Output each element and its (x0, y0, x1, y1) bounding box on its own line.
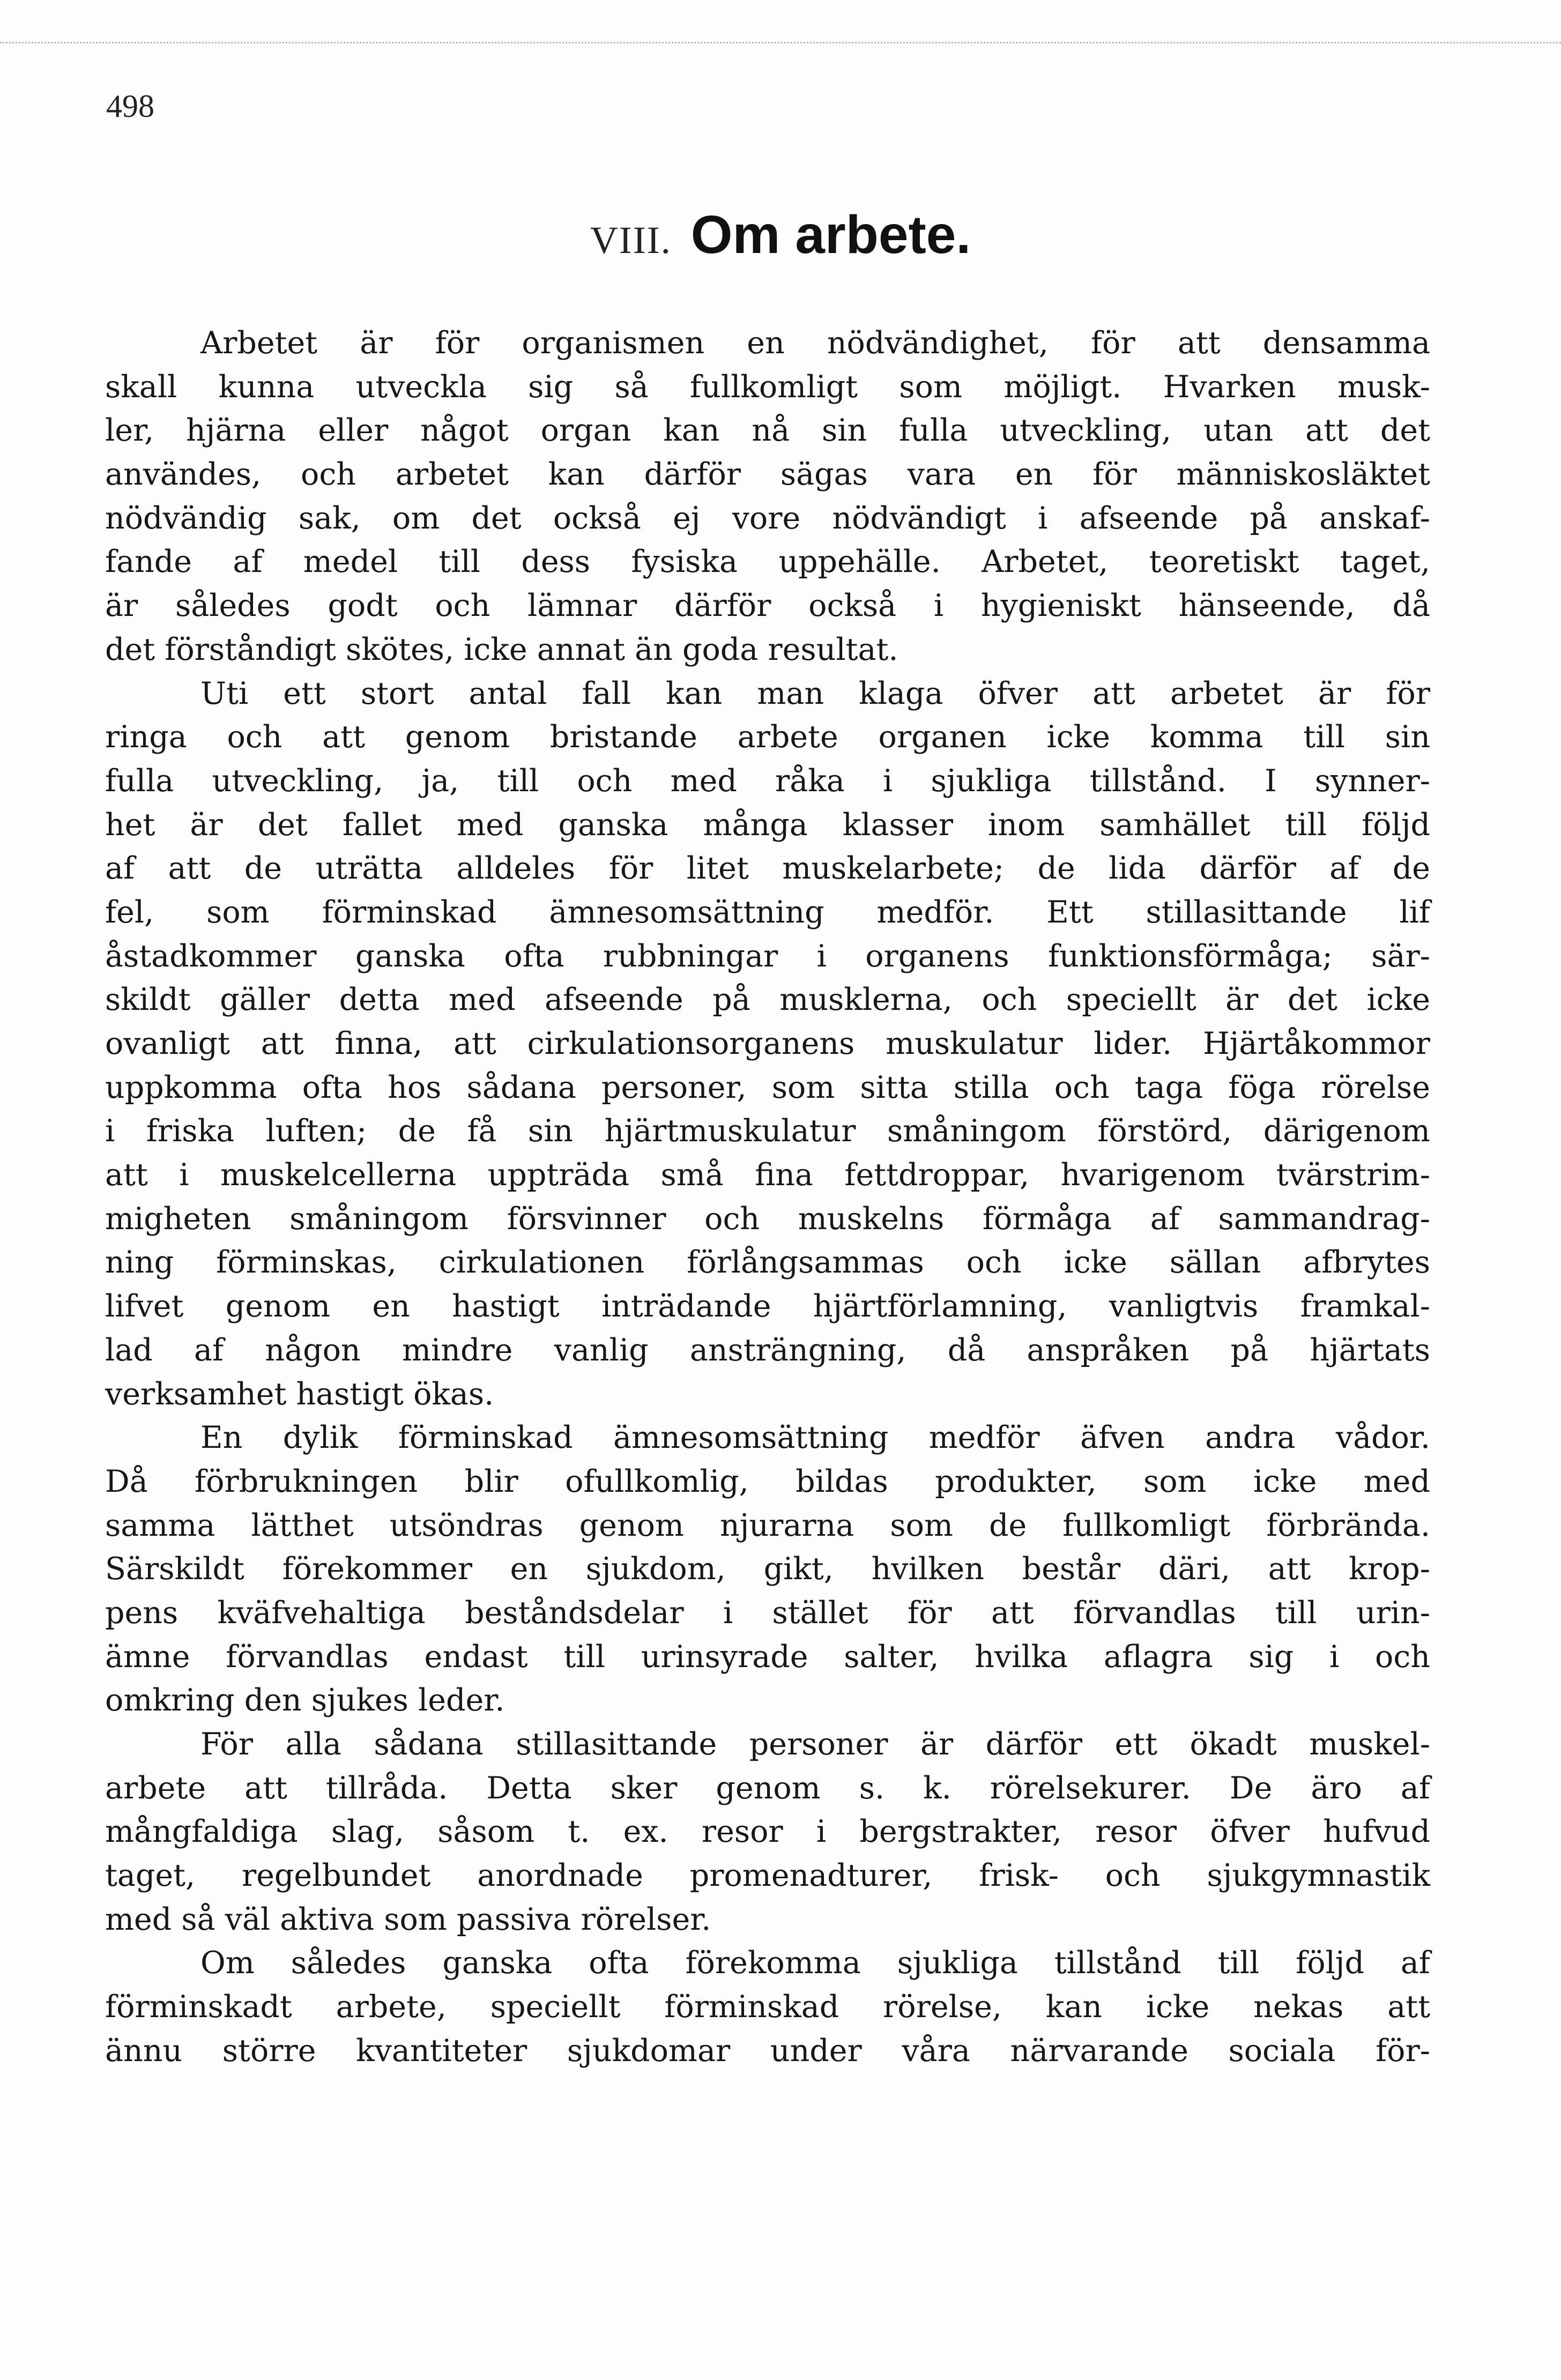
text-line: Uti ett stort antal fall kan man klaga öfver att arbetet är för (200, 675, 1430, 711)
text-line: pens kväfvehaltiga beståndsdelar i stället för att förvandlas till urin- (105, 1595, 1430, 1631)
text-line: För alla sådana stillasittande personer är därför ett ökadt muskel- (200, 1727, 1430, 1762)
text-line: Om således ganska ofta förekomma sjukliga tillstånd till följd af (200, 1945, 1430, 1981)
paragraph (105, 672, 1430, 1417)
text-line: åstadkommer ganska ofta rubbningar i organens funktionsförmåga; sär- (105, 938, 1430, 974)
text-line: mångfaldiga slag, såsom t. ex. resor i bergstrakter, resor öfver hufvud (105, 1814, 1430, 1850)
chapter-number: VIII. (590, 219, 672, 262)
text-line: fel, som förminskad ämnesomsättning medför. Ett stillasittande lif (105, 894, 1430, 930)
text-line: förminskadt arbete, speciellt förminskad rörelse, kan icke nekas att (105, 1989, 1430, 2025)
text-line: ler, hjärna eller något organ kan nå sin fulla utveckling, utan att det (105, 413, 1430, 449)
paragraph (105, 1416, 1430, 1723)
text-line: het är det fallet med ganska många klasser inom samhället till följd (105, 807, 1430, 843)
page-number: 498 (106, 88, 154, 124)
text-line: taget, regelbundet anordnade promenadturer, frisk- och sjukgymnastik (105, 1858, 1430, 1894)
text-line: ännu större kvantiteter sjukdomar under våra närvarande sociala för- (105, 2033, 1430, 2069)
text-line: fande af medel till dess fysiska uppehälle. Arbetet, teoretiskt taget, (105, 544, 1430, 580)
chapter-heading (0, 205, 1561, 265)
text-line: med så väl aktiva som passiva rörelser. (105, 1901, 711, 1937)
body-text (105, 322, 1430, 2073)
text-line: i friska luften; de få sin hjärtmuskulatur småningom förstörd, därigenom (105, 1113, 1430, 1149)
text-line: af att de uträtta alldeles för litet muskelarbete; de lida därför af de (105, 851, 1430, 887)
text-line: ning förminskas, cirkulationen förlångsammas och icke sällan afbrytes (105, 1245, 1430, 1281)
text-line: nödvändig sak, om det också ej vore nödvändigt i afseende på anskaf- (105, 500, 1430, 536)
text-line: samma lätthet utsöndras genom njurarna som de fullkomligt förbrända. (105, 1507, 1430, 1543)
paragraph (105, 1942, 1430, 2073)
chapter-title: Om arbete. (690, 205, 971, 265)
text-line: ringa och att genom bristande arbete organen icke komma till sin (105, 719, 1430, 755)
text-line: uppkomma ofta hos sådana personer, som sitta stilla och taga föga rörelse (105, 1069, 1430, 1105)
text-line: skall kunna utveckla sig så fullkomligt som möjligt. Hvarken musk- (105, 369, 1430, 405)
text-line: är således godt och lämnar därför också i hygieniskt hänseende, då (105, 588, 1430, 624)
text-line: skildt gäller detta med afseende på musklerna, och speciellt är det icke (105, 982, 1430, 1018)
text-line: Särskildt förekommer en sjukdom, gikt, hvilken består däri, att krop- (105, 1551, 1430, 1587)
text-line: migheten småningom försvinner och muskelns förmåga af sammandrag- (105, 1201, 1430, 1237)
text-line: det förståndigt skötes, icke annat än goda resultat. (105, 631, 898, 667)
text-line: Arbetet är för organismen en nödvändighet, för att densamma (200, 325, 1430, 361)
text-line: arbete att tillråda. Detta sker genom s. k. rörelsekurer. De äro af (105, 1770, 1430, 1806)
text-line: Då förbrukningen blir ofullkomlig, bildas produkter, som icke med (105, 1463, 1430, 1499)
paragraph (105, 1723, 1430, 1942)
text-line: ämne förvandlas endast till urinsyrade salter, hvilka aflagra sig i och (105, 1639, 1430, 1675)
text-line: användes, och arbetet kan därför sägas vara en för människosläktet (105, 457, 1430, 493)
text-line: lifvet genom en hastigt inträdande hjärtförlamning, vanligtvis framkal- (105, 1289, 1430, 1325)
text-line: lad af någon mindre vanlig ansträngning, då anspråken på hjärtats (105, 1332, 1430, 1368)
text-line: att i muskelcellerna uppträda små fina fettdroppar, hvarigenom tvärstrim- (105, 1157, 1430, 1193)
text-line: ovanligt att finna, att cirkulationsorganens muskulatur lider. Hjärtåkommor (105, 1026, 1430, 1061)
text-line: verksamhet hastigt ökas. (105, 1376, 494, 1412)
text-line: fulla utveckling, ja, till och med råka i sjukliga tillstånd. I synner- (105, 763, 1430, 799)
scan-edge (0, 42, 1561, 43)
paragraph (105, 322, 1430, 672)
text-line: omkring den sjukes leder. (105, 1683, 505, 1719)
text-line: En dylik förminskad ämnesomsättning medför äfven andra vådor. (200, 1420, 1430, 1456)
